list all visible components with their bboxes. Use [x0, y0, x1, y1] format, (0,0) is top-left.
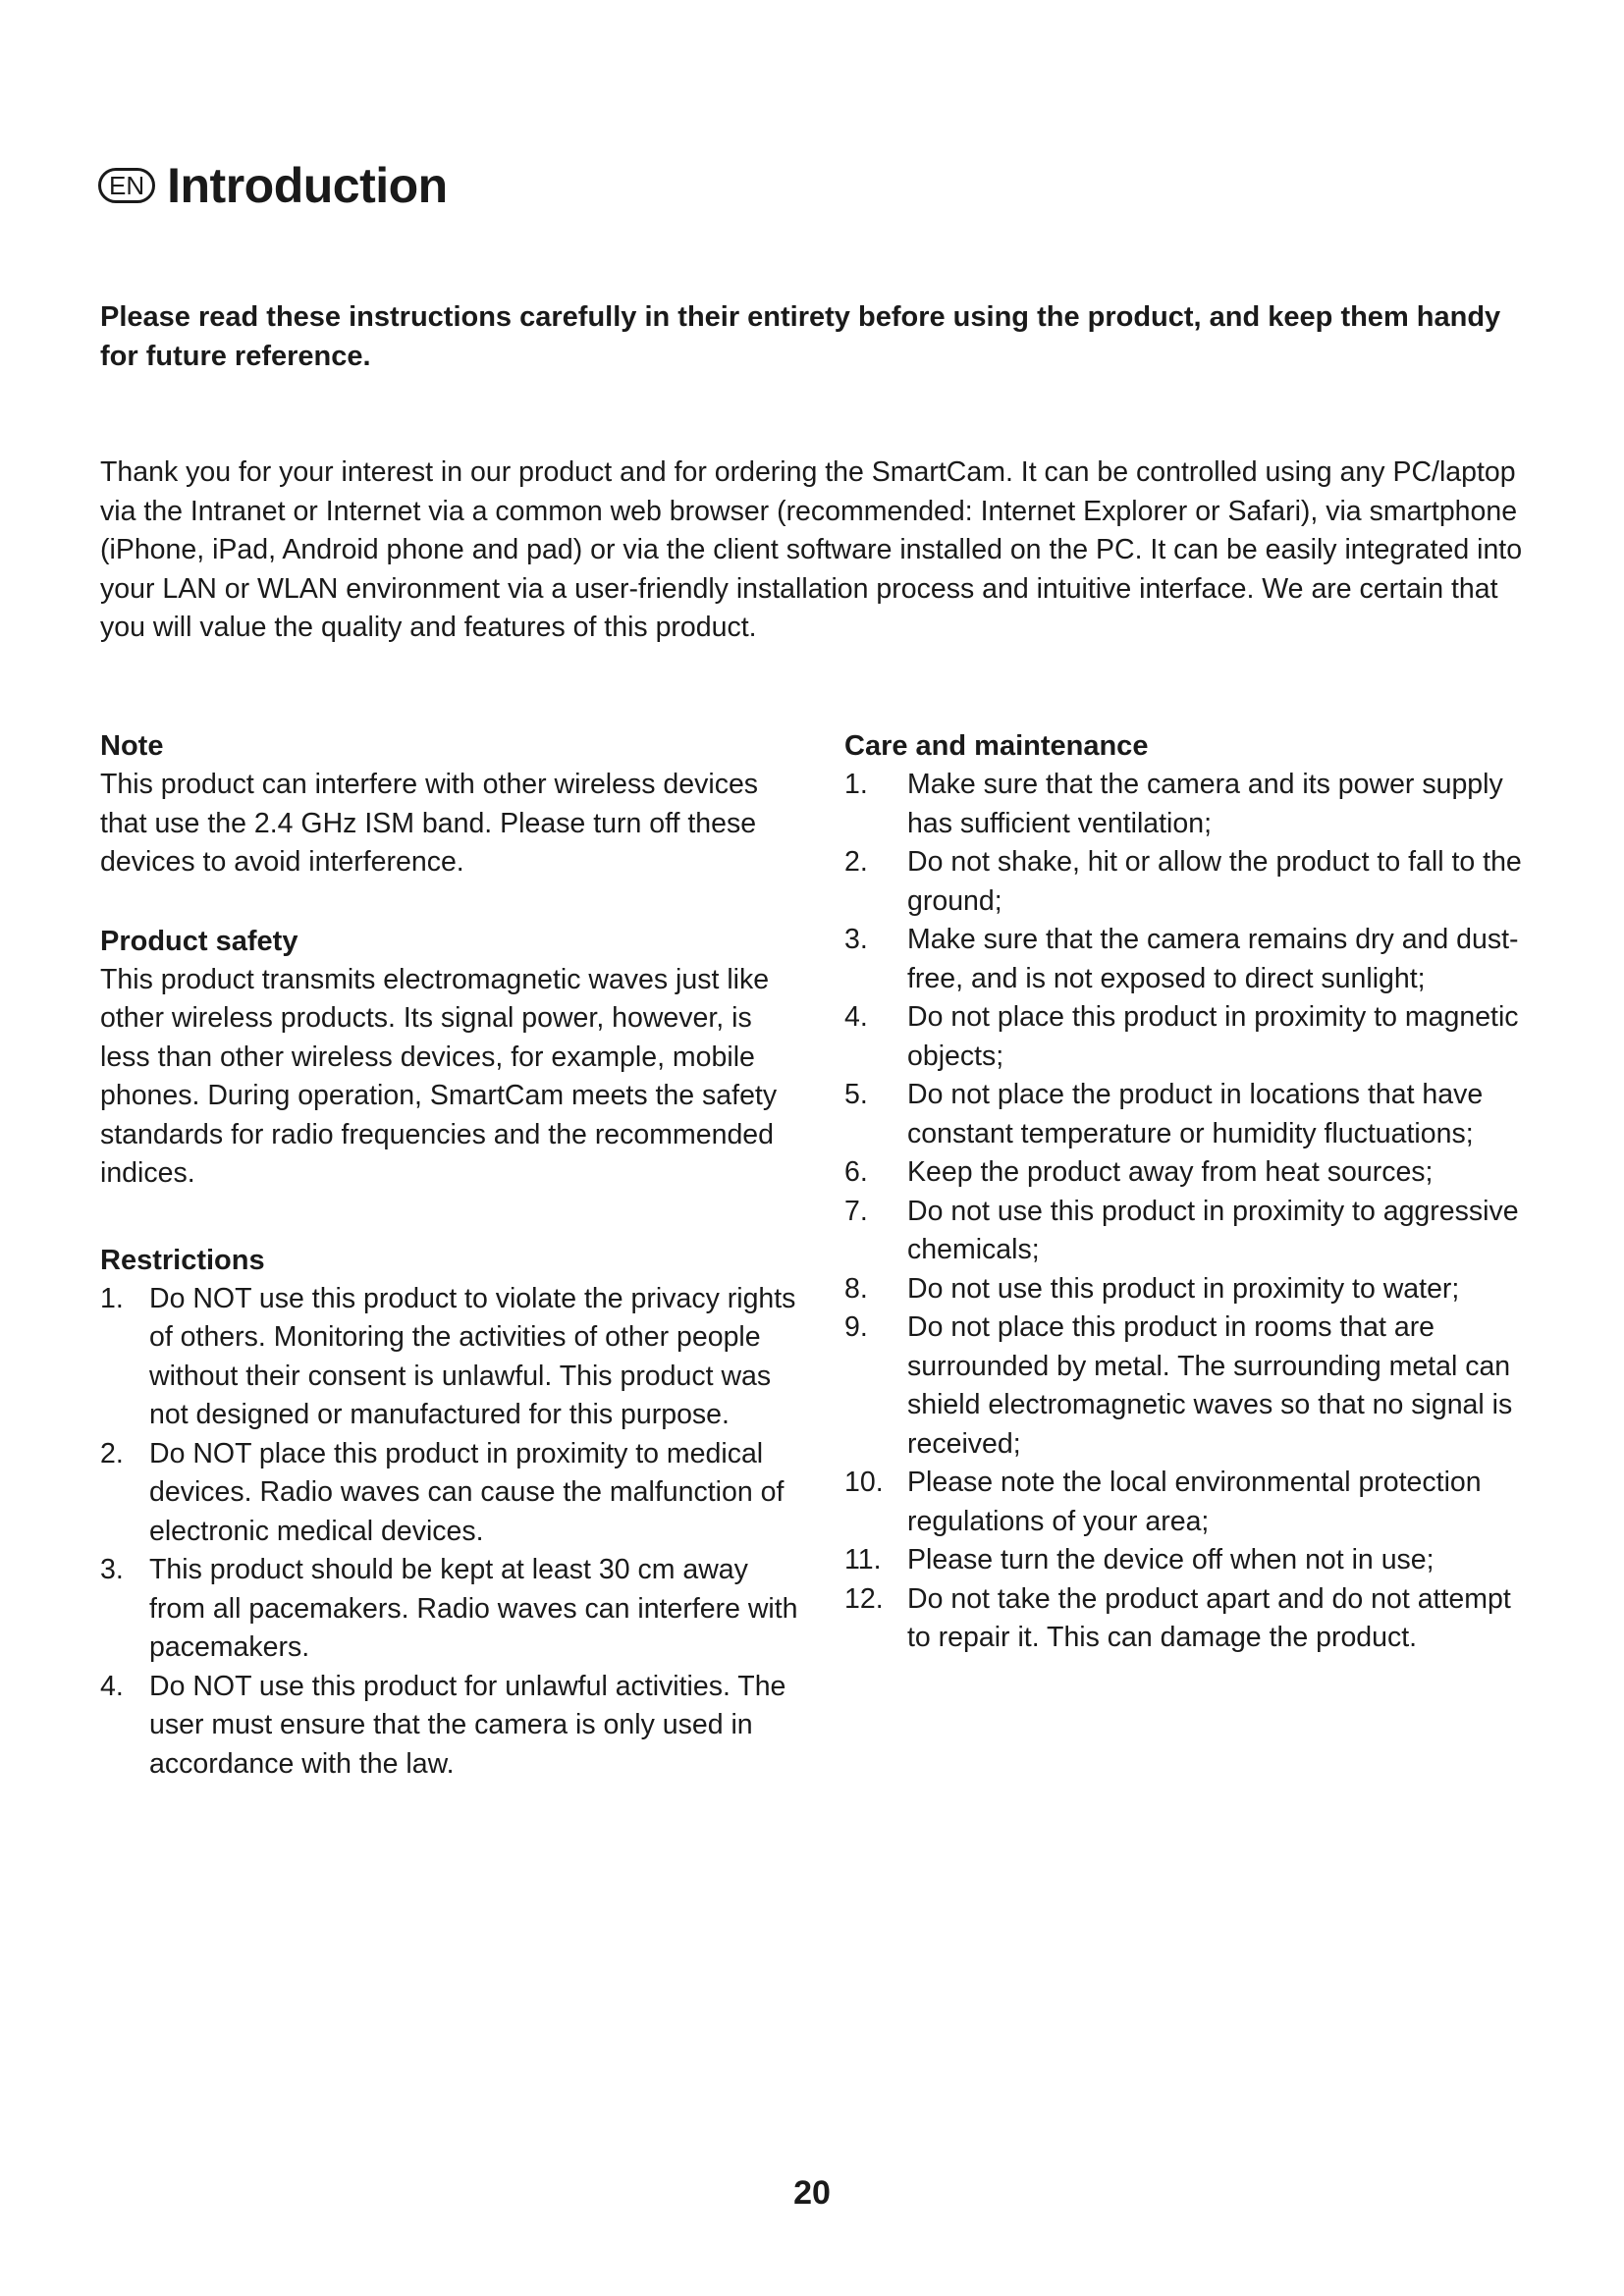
note-body: This product can interfere with other wireless devices that use the 2.4 GHz ISM band. Please turn off these devices to avoid interference. [100, 769, 759, 878]
page-number: 20 [793, 2174, 831, 2212]
list-item: 11. Please turn the device off when not in use; [844, 1544, 1435, 1575]
list-item: 5. Do not place the product in locations that have constant temperature or humidity fluctuations; [844, 1079, 1484, 1149]
intro-paragraph: Thank you for your interest in our product and for ordering the SmartCam. It can be controlled using any PC/laptop via the Intranet or Internet via a common web browser (recommended: Internet Explorer or Safari), via smartphone (iPhone, iPad, Android phone and pad) or via the client software installed on the PC. It can be easily integrated into your LAN or WLAN environment via a user-friendly installation process and intuitive interface. We are certain that you will value the quality and features of this product. [100, 456, 1523, 643]
list-item: 2. Do not shake, hit or allow the product to fall to the ground; [844, 846, 1522, 917]
list-item: 4. Do not place this product in proximity to magnetic objects; [844, 1001, 1519, 1072]
list-item: 2. Do NOT place this product in proximity to medical devices. Radio waves can cause the malfunction of electronic medical devices. [100, 1437, 785, 1547]
page-title: Introduction [167, 158, 448, 213]
list-item: 10. Please note the local environmental protection regulations of your area; [844, 1467, 1482, 1537]
title-row [98, 157, 448, 214]
restrictions-list [100, 1280, 807, 1785]
list-item: 3. This product should be kept at least 30 cm away from all pacemakers. Radio waves can interfere with pacemakers. [100, 1554, 798, 1663]
product-safety-heading: Product safety [100, 925, 298, 957]
list-item: 8. Do not use this product in proximity to water; [844, 1272, 1460, 1305]
note-heading: Note [100, 730, 164, 762]
language-badge-icon: EN [98, 168, 155, 203]
left-column [100, 726, 807, 1784]
list-item: 7. Do not use this product in proximity to aggressive chemicals; [844, 1195, 1519, 1265]
list-item: 3. Make sure that the camera remains dry and dust-free, and is not exposed to direct sunlight; [844, 924, 1519, 994]
list-item: 4. Do NOT use this product for unlawful activities. The user must ensure that the camera is only used in accordance with the law. [100, 1670, 786, 1780]
care-list [844, 766, 1542, 1658]
lead-paragraph: Please read these instructions carefully in their entirety before using the product, and keep them handy for future reference. [100, 301, 1501, 372]
product-safety-body: This product transmits electromagnetic waves just like other wireless products. Its signal power, however, is less than other wireless devices, for example, mobile phones. During operation, SmartCam meets the safety standards for radio frequencies and the recommended indices. [100, 963, 778, 1189]
list-item: 6. Keep the product away from heat sources; [844, 1156, 1434, 1188]
list-item: 9. Do not place this product in rooms that are surrounded by metal. The surrounding metal can shield electromagnetic waves so that no signal is received; [844, 1311, 1513, 1460]
restrictions-heading: Restrictions [100, 1244, 265, 1276]
list-item: 1. Make sure that the camera and its power supply has sufficient ventilation; [844, 769, 1503, 839]
care-heading: Care and maintenance [844, 730, 1149, 762]
list-item: 1. Do NOT use this product to violate the privacy rights of others. Monitoring the activities of other people without their consent is unlawful. This product was not designed or manufactured for this purpose. [100, 1282, 796, 1430]
list-item: 12. Do not take the product apart and do not attempt to repair it. This can damage the product. [844, 1582, 1511, 1653]
right-column [844, 726, 1542, 1658]
